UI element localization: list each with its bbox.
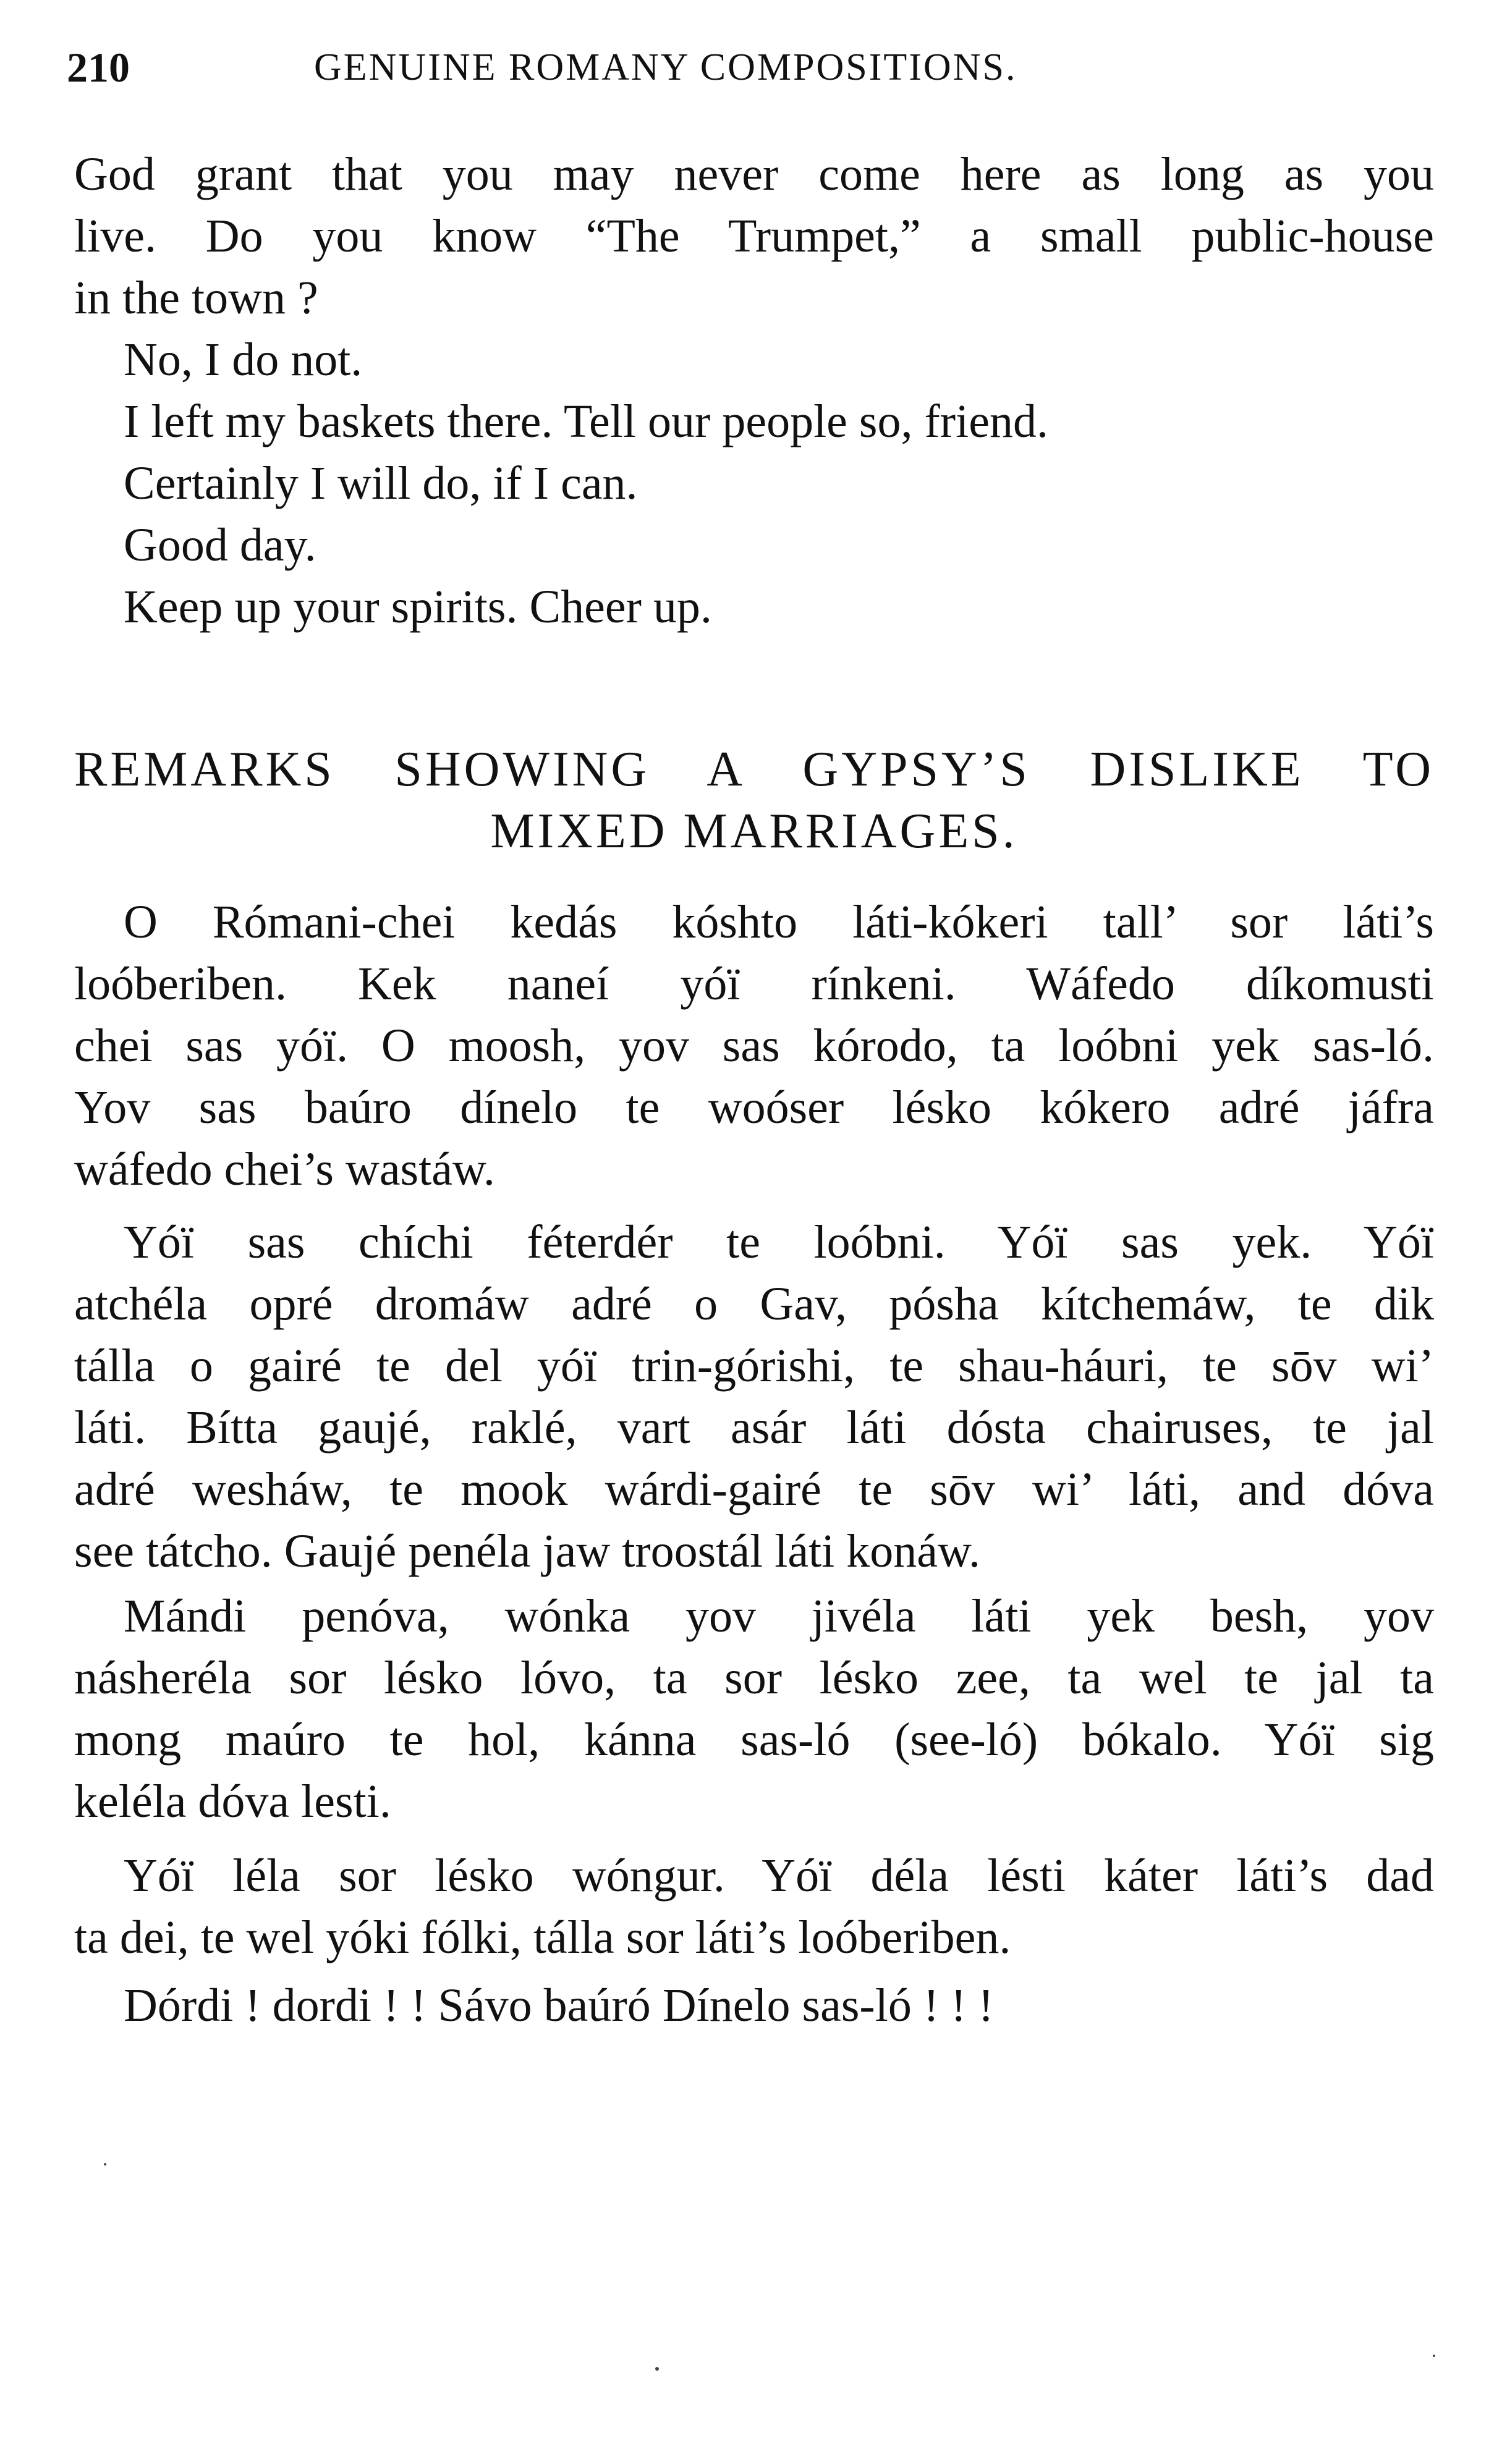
page-number: 210 — [67, 44, 130, 91]
paragraph-line: Yov sas baúro dínelo te woóser lésko kókero adré jáfra — [74, 1082, 1434, 1133]
dialogue-line: Keep up your spirits. Cheer up. — [124, 581, 712, 633]
paragraph-line: mong maúro te hol, kánna sas-ló (see-ló) bókalo. Yóï sig — [74, 1714, 1434, 1766]
scan-speck — [655, 2367, 659, 2371]
paragraph-line: chei sas yóï. O moosh, yov sas kórodo, ta loóbni yek sas-ló. — [74, 1020, 1434, 1072]
section-heading-line-2: MIXED MARRIAGES. — [490, 804, 1018, 858]
dialogue-line: God grant that you may never come here as long as you — [74, 148, 1434, 200]
paragraph-line: wáfedo chei’s wastáw. — [74, 1143, 495, 1195]
dialogue-line: in the town ? — [74, 272, 318, 324]
dialogue-line: No, I do not. — [124, 334, 363, 386]
paragraph-line: loóberiben. Kek naneí yóï rínkeni. Wáfedo díkomusti — [74, 958, 1434, 1010]
paragraph-line: O Rómani-chei kedás kóshto láti-kókeri tall’ sor láti’s — [124, 896, 1434, 948]
dialogue-line: I left my baskets there. Tell our people so, friend. — [124, 396, 1048, 447]
dialogue-line: Good day. — [124, 519, 316, 571]
paragraph-line: keléla dóva lesti. — [74, 1776, 391, 1827]
paragraph-line: Yóï sas chíchi féterdér te loóbni. Yóï sas yek. Yóï — [124, 1216, 1434, 1268]
paragraph-line: see tátcho. Gaujé penéla jaw troostál láti konáw. — [74, 1525, 980, 1577]
dialogue-line: live. Do you know “The Trumpet,” a small public-house — [74, 210, 1434, 262]
running-title: GENUINE ROMANY COMPOSITIONS. — [314, 46, 1017, 88]
paragraph-line: Mándi penóva, wónka yov jivéla láti yek besh, yov — [124, 1590, 1434, 1642]
dialogue-line: Certainly I will do, if I can. — [124, 457, 638, 509]
scan-speck — [104, 2163, 106, 2166]
closing-line: Dórdi ! dordi ! ! Sávo baúró Dínelo sas-ló ! ! ! — [124, 1979, 994, 2031]
paragraph-line: atchéla opré dromáw adré o Gav, pósha kítchemáw, te dik — [74, 1278, 1434, 1330]
paragraph-line: tálla o gairé te del yóï trin-górishi, te shau-háuri, te sōv wi’ — [74, 1340, 1434, 1392]
paragraph-line: láti. Bítta gaujé, raklé, vart asár láti dósta chairuses, te jal — [74, 1402, 1434, 1454]
paragraph-line: Yóï léla sor lésko wóngur. Yóï déla lésti káter láti’s dad — [124, 1850, 1434, 1902]
running-header — [67, 43, 1451, 99]
paragraph-line: adré wesháw, te mook wárdi-gairé te sōv wi’ láti, and dóva — [74, 1463, 1434, 1515]
section-heading-line-1: REMARKS SHOWING A GYPSY’S DISLIKE TO — [74, 742, 1434, 797]
scan-speck — [1433, 2355, 1435, 2357]
paragraph-line: násheréla sor lésko lóvo, ta sor lésko zee, ta wel te jal ta — [74, 1652, 1434, 1704]
paragraph-line: ta dei, te wel yóki fólki, tálla sor láti’s loóberiben. — [74, 1912, 1011, 1963]
